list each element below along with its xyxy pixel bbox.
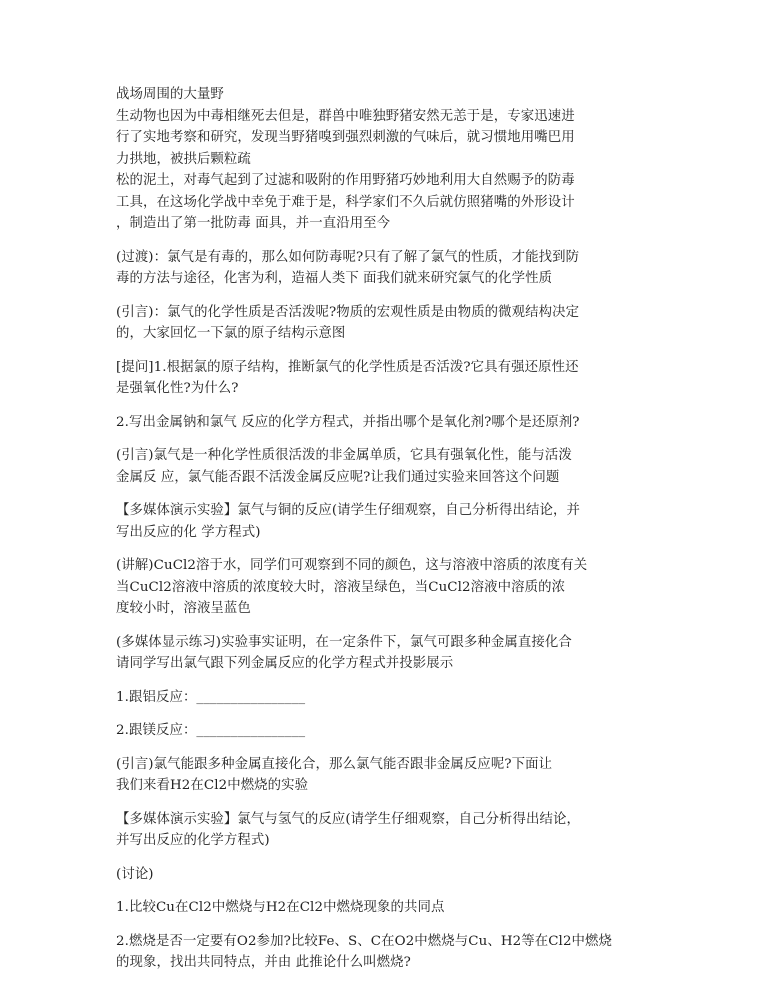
text-line: (多媒体显示练习)实验事实证明，在一定条件下，氯气可跟多种金属直接化合 [116, 634, 572, 650]
text-line: (引言)氯气能跟多种金属直接化合，那么氯气能否跟非金属反应呢?下面让 [116, 756, 553, 772]
paragraph-exercise [116, 632, 661, 675]
paragraph-intro-chemical-properties [116, 302, 661, 345]
paragraph-wild-boar [116, 84, 661, 235]
text-line: 生动物也因为中毒相继死去但是，群兽中唯独野猪安然无恙于是，专家迅速进 [116, 108, 575, 124]
paragraph-hydrogen-experiment [116, 809, 661, 852]
paragraph-exercise-magnesium [116, 720, 661, 742]
text-line: 度较小时，溶液呈蓝色 [116, 601, 251, 616]
document-body [116, 84, 661, 986]
paragraph-exercise-aluminum [116, 687, 661, 709]
text-line: 请同学写出氯气跟下列金属反应的化学方程式并投影展示 [116, 656, 454, 671]
text-line: 战场周围的大量野 [116, 87, 224, 102]
text-line: 当CuCl2溶液中溶质的浓度较大时，溶液呈绿色，当CuCl2溶液中溶质的浓 [116, 579, 566, 595]
paragraph-copper-experiment [116, 500, 661, 543]
text-line: (引言)氯气是一种化学性质很活泼的非金属单质，它具有强氧化性，能与活泼 [116, 448, 572, 463]
paragraph-explanation-cucl2 [116, 555, 661, 620]
paragraph-discussion-2 [116, 931, 661, 974]
text-line: 写出反应的化 学方程式) [116, 524, 261, 540]
paragraph-transition [116, 247, 661, 290]
text-line: 我们来看H2在Cl2中燃烧的实验 [116, 778, 309, 793]
paragraph-discussion-1 [116, 897, 661, 919]
text-line: 松的泥土，对毒气起到了过滤和吸附的作用野猪巧妙地利用大自然赐予的防毒 [116, 173, 575, 188]
text-line: (过渡)：氯气是有毒的，那么如何防毒呢?只有了解了氯气的性质，才能找到防 [116, 249, 580, 265]
text-line: [提问]1.根据氯的原子结构，推断氯气的化学性质是否活泼?它具有强还原性还 [116, 359, 579, 375]
text-line: 工具，在这场化学战中幸免于难于是，科学家们不久后就仿照猪嘴的外形设计 [116, 194, 575, 210]
text-line: 力拱地，被拱后颗粒疏 [116, 151, 251, 167]
paragraph-intro-nonmetals [116, 754, 661, 797]
text-line: (讲解)CuCl2溶于水，同学们可观察到不同的颜色，这与溶液中溶质的浓度有关 [116, 558, 588, 573]
text-line: 【多媒体演示实验】氯气与氢气的反应(请学生仔细观察，自己分析得出结论， [116, 811, 581, 827]
paragraph-question-1 [116, 357, 661, 400]
text-line: (引言)：氯气的化学性质是否活泼呢?物质的宏观性质是由物质的微观结构决定 [116, 304, 580, 320]
text-line: ，制造出了第一批防毒 面具，并一直沿用至今 [116, 216, 391, 231]
text-line: 是强氧化性?为什么? [116, 381, 239, 396]
text-line: 1.比较Cu在Cl2中燃烧与H2在Cl2中燃烧现象的共同点 [116, 900, 445, 915]
text-line: 行了实地考察和研究，发现当野猪嗅到强烈刺激的气味后，就习惯地用嘴巴用 [116, 130, 575, 145]
text-line: 金属反 应，氯气能否跟不活泼金属反应呢?让我们通过实验来回答这个问题 [116, 469, 560, 485]
text-line: 毒的方法与途径，化害为利，造福人类下 面我们就来研究氯气的化学性质 [116, 271, 553, 286]
text-line: 2.写出金属钠和氯气 反应的化学方程式，并指出哪个是氧化剂?哪个是还原剂? [116, 414, 580, 430]
text-line: 的，大家回忆一下氯的原子结构示意图 [116, 326, 346, 341]
text-line: 2.燃烧是否一定要有O2参加?比较Fe、S、C在O2中燃烧与Cu、H2等在Cl2中燃烧 [116, 933, 613, 949]
text-line: 【多媒体演示实验】氯气与铜的反应(请学生仔细观察，自己分析得出结论，并 [116, 503, 581, 518]
paragraph-question-2 [116, 412, 661, 434]
text-line: 2.跟镁反应：________________ [116, 723, 306, 738]
text-line: 1.跟铝反应：________________ [116, 689, 306, 705]
text-line: (讨论) [116, 866, 154, 882]
paragraph-intro-metals [116, 445, 661, 488]
text-line: 并写出反应的化学方程式) [116, 833, 270, 848]
paragraph-discussion-heading [116, 864, 661, 886]
text-line: 的现象，找出共同特点，并由 此推论什么叫燃烧? [116, 955, 411, 970]
